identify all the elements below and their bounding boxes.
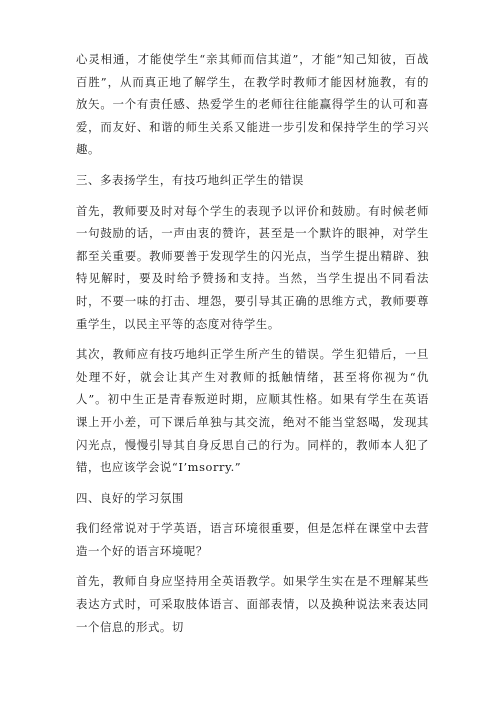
document-page: [76, 48, 429, 638]
spacer: [76, 562, 429, 570]
section-heading-praise-students: 三、多表扬学生，有技巧地纠正学生的错误: [76, 172, 304, 187]
section-heading-learning-atmosphere: 四、良好的学习氛围: [76, 490, 184, 505]
spacer: [76, 161, 429, 169]
spacer: [76, 192, 429, 200]
paragraph-language-environment: 我们经常说对于学英语，语言环境很重要，但是怎样在课堂中去营造一个好的语言环境呢？: [76, 521, 429, 558]
paragraph-correct-mistakes: 其次，教师应有技巧地纠正学生所产生的错误。学生犯错后，一旦处理不好，就会让其产生对教师的抵触情绪，甚至将你视为“仇人”。初中生正是青春叛逆时期，应顺其性格。如果有学生在英语课上开小差，可下课后单独与其交流，绝对不能当堂怒喝，发现其闪光点，慢慢引导其自身反思自己的行为。同样的，教师本人犯了错，也应该学会说“I’msorry.”: [76, 347, 429, 475]
paragraph-timely-encouragement: 首先，教师要及时对每个学生的表现予以评价和鼓励。有时候老师一句鼓励的话，一声由衷的赞许，甚至是一个默许的眼神，对学生都至关重要。教师要善于发现学生的闪光点，当学生提出精辟、独特见解时，要及时给予赞扬和支持。当然，当学生提出不同看法时，不要一味的打击、埋怨，要引导其正确的思维方式，教师要尊重学生，以民主平等的态度对待学生。: [76, 203, 429, 331]
paragraph-teacher-student-relationship: 心灵相通，才能使学生“亲其师而信其道”，才能“知己知彼，百战百胜”，从而真正地了解学生，在教学时教师才能因材施教，有的放矢。一个有责任感、热爱学生的老师往往能赢得学生的认可和喜爱，而友好、和谐的师生关系又能进一步引发和保持学生的学习兴趣。: [76, 52, 429, 157]
spacer: [76, 509, 429, 517]
paragraph-full-english-teaching: 首先，教师自身应坚持用全英语教学。如果学生实在是不理解某些表达方式时，可采取肢体语言、面部表情，以及换种说法来表达同一个信息的形式。切: [76, 574, 429, 634]
spacer: [76, 335, 429, 343]
spacer: [76, 479, 429, 487]
